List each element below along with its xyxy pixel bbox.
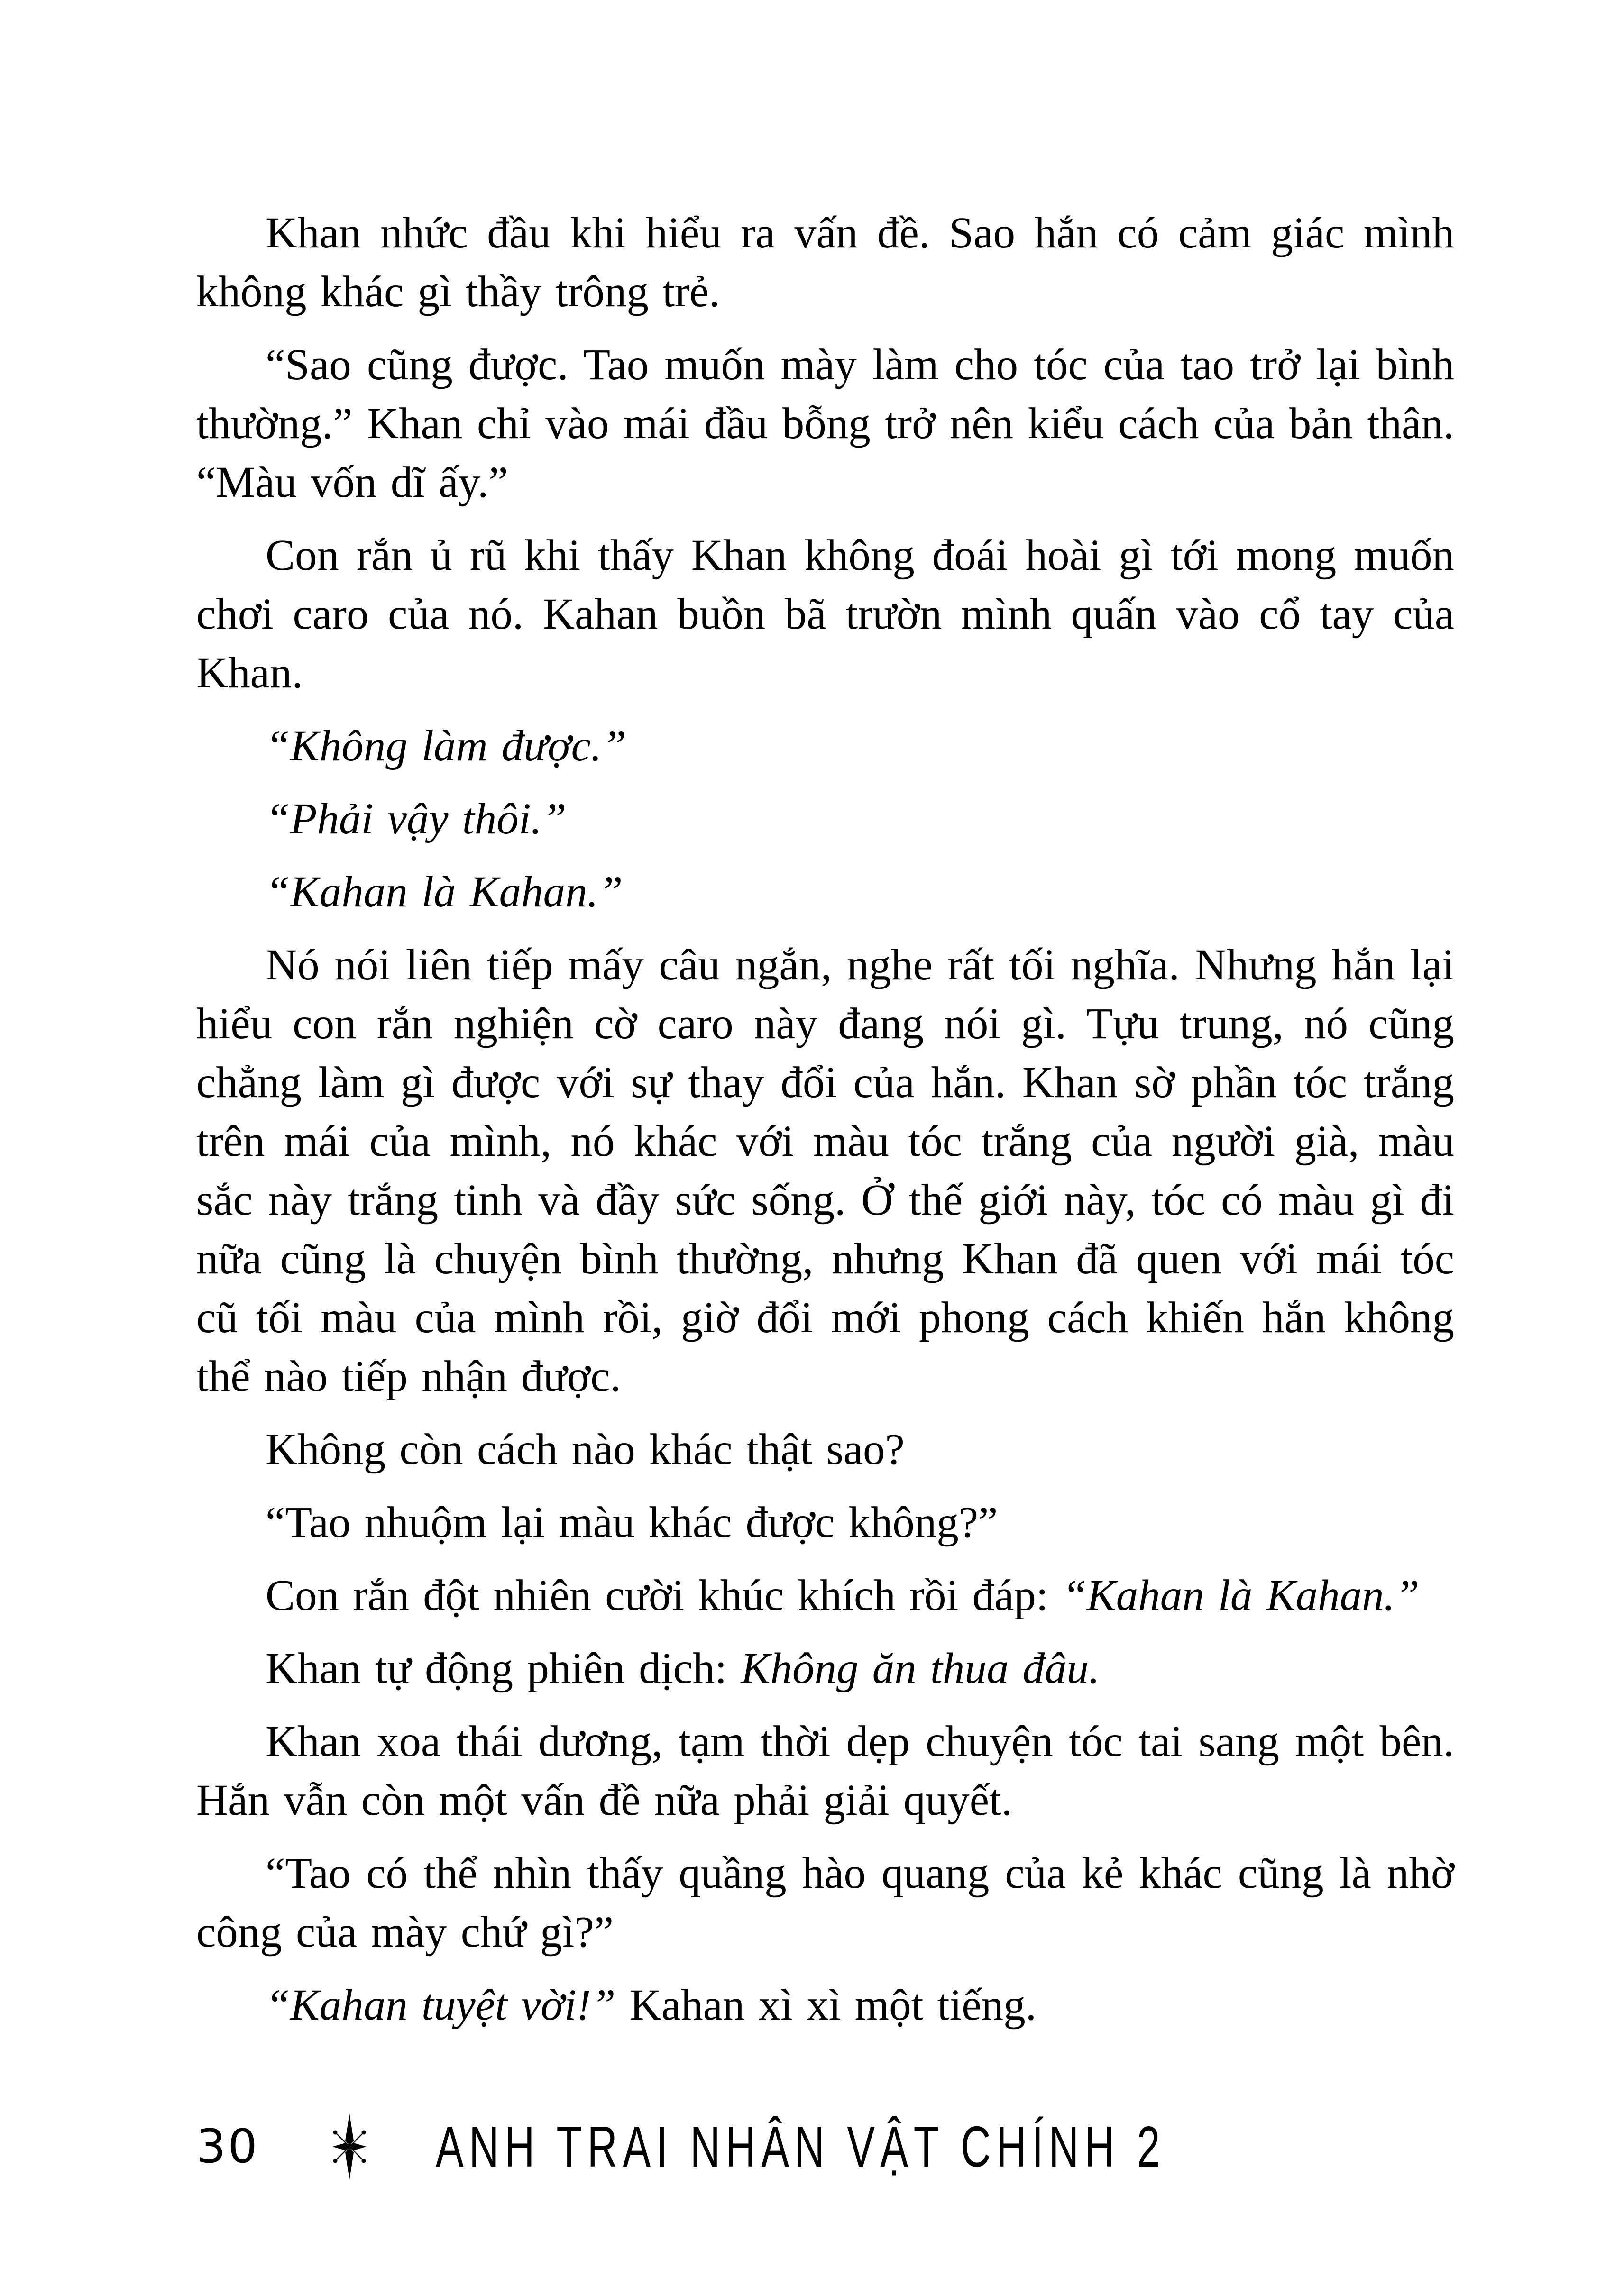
paragraph [196, 204, 1454, 321]
dialogue-italic-text: Không ăn thua đâu. [741, 1644, 1100, 1693]
body-text: Kahan xì xì một tiếng. [615, 1981, 1037, 2030]
body-text: Nó nói liên tiếp mấy câu ngắn, nghe rất tối nghĩa. Nhưng hắn lại hiểu con rắn nghiện cờ caro này đang nói gì. Tựu trung, nó cũng chẳng làm gì được với sự thay đổi của hắn. Khan sờ phần tóc trắng trên mái của mình, nó khác với màu tóc trắng của người già, màu sắc này trắng tinh và đầy sức sống. Ở thế giới này, tóc có màu gì đi nữa cũng là chuyện bình thường, nhưng Khan đã quen với mái tóc cũ tối màu của mình rồi, giờ đổi mới phong cách khiến hắn không thể nào tiếp nhận được. [196, 941, 1454, 1401]
paragraph [196, 526, 1454, 703]
paragraph [196, 1566, 1454, 1625]
dialogue-italic-text: “Kahan tuyệt vời!” [266, 1981, 616, 2030]
dialogue-italic-text: “Không làm được.” [266, 722, 626, 770]
dialogue-italic-text: “Kahan là Kahan.” [266, 868, 623, 916]
paragraph [196, 1639, 1454, 1698]
four-pointed-star-ornament-icon [329, 2112, 370, 2182]
page-number: 30 [196, 2120, 259, 2174]
body-text: “Tao nhuộm lại màu khác được không?” [266, 1498, 998, 1547]
book-title: ANH TRAI NHÂN VẬT CHÍNH 2 [435, 2114, 1165, 2179]
paragraph [196, 1420, 1454, 1479]
paragraph [196, 1976, 1454, 2035]
dialogue-italic-text: “Phải vậy thôi.” [266, 795, 567, 843]
paragraph [196, 790, 1454, 849]
body-text: Khan nhức đầu khi hiểu ra vấn đề. Sao hắn có cảm giác mình không khác gì thầy trông trẻ. [196, 209, 1454, 316]
dialogue-italic-text: “Kahan là Kahan.” [1062, 1571, 1420, 1620]
body-text: “Tao có thể nhìn thấy quầng hào quang của kẻ khác cũng là nhờ công của mày chứ gì?” [196, 1849, 1454, 1957]
paragraph [196, 717, 1454, 776]
body-text: Khan tự động phiên dịch: [266, 1644, 741, 1693]
body-text: Con rắn ủ rũ khi thấy Khan không đoái hoài gì tới mong muốn chơi caro của nó. Kahan buồn bã trườn mình quấn vào cổ tay của Khan. [196, 531, 1454, 697]
paragraph [196, 1844, 1454, 1962]
page-body [196, 204, 1454, 2049]
paragraph [196, 336, 1454, 512]
body-text: Khan xoa thái dương, tạm thời dẹp chuyện tóc tai sang một bên. Hắn vẫn còn một vấn đề nữa phải giải quyết. [196, 1717, 1454, 1825]
paragraph [196, 1712, 1454, 1830]
page-footer [196, 2109, 1449, 2185]
paragraph [196, 936, 1454, 1406]
body-text: Không còn cách nào khác thật sao? [266, 1425, 905, 1474]
paragraph [196, 1493, 1454, 1552]
paragraph [196, 863, 1454, 922]
body-text: “Sao cũng được. Tao muốn mày làm cho tóc của tao trở lại bình thường.” Khan chỉ vào mái đầu bỗng trở nên kiểu cách của bản thân. “Màu vốn dĩ ấy.” [196, 340, 1454, 507]
body-text: Con rắn đột nhiên cười khúc khích rồi đáp: [266, 1571, 1063, 1620]
